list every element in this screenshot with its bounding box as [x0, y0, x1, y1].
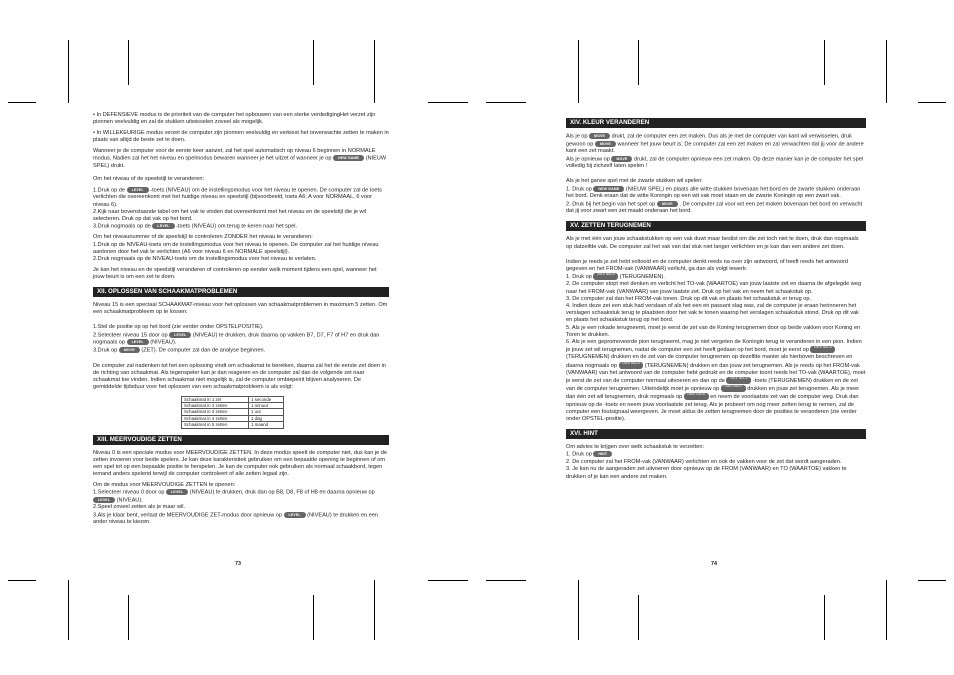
- multi-title: Om de modus voor MEERVOUDIGE ZETTEN te openen:: [93, 481, 236, 488]
- level-button-icon: LEVEL: [93, 497, 115, 503]
- left-page: [93, 112, 389, 530]
- multi-step-1: 1.Selecteer niveau 0 door op LEVEL (NIVEAU) te drukken, druk dan op B8, D8, F8 of H8 en daarna opnieuw op LEVEL (NIVEAU).: [93, 489, 375, 504]
- crop-mark: [918, 580, 946, 581]
- crop-mark: [8, 102, 36, 103]
- takeback-step-4: 4. Indien deze zet een stuk had verslaan of als het een en passant slag was, zal de computer je eraan herinneren het verslagen schaakstuk terug te plaatsten door het vak te tonen waarop het verslagen schaakstuk stond. Druk op dit vak en plaats het schaakstuk terug op het bord.: [566, 303, 859, 324]
- crop-mark: [128, 595, 129, 640]
- black-title: Als je het ganse spel met de zwarte stukken wil spelen:: [566, 178, 703, 185]
- crop-mark: [8, 580, 36, 581]
- section-xii-intro: Niveau 15 is een speciaal SCHAAKMAT-niveau voor het oplossen van schaakmatproblemen in maximum 5 zetten. Om een schaakmatprobleem op te lossen:: [93, 302, 388, 316]
- bullet-defensive: • In DEFENSIEVE modus is de prioriteit van de computer het opbouwen van een sterke verdedigingHet verzet zijn pionnen veelvuldig en zal de stukken uitwisselen zoveel als mogelijk.: [93, 112, 376, 126]
- crop-mark: [313, 595, 314, 640]
- crop-mark: [428, 580, 468, 581]
- takeback-step-2: 2. De computer stopt met denken en verlicht het TO-vak (WAARTOE) van jouw laatste zet en daarna de afgelegde weg naar het FROM-vak (VANWAAR) van jouw laatste zet. Druk op het vak en neem het schaakstuk op.: [566, 281, 862, 295]
- table-row: Schaakmat in 1 zet 1 seconde: [182, 396, 284, 402]
- normal-mode-text: Wanneer je de computer voor de eerste keer aanzet, zal het spel automatisch op niveau 6 beginnen in NORMALE modus. Nadien zal het het niveau en spelmodus bewaren wanneer je het uitzet of wanneer je op NEW GAME (NIEUW SPEL) drukt.: [93, 147, 387, 169]
- crop-mark: [68, 580, 69, 640]
- new-game-button-icon: NEW GAME: [593, 186, 624, 192]
- section-heading-xv: XV. ZETTEN TERUGNEMEN: [566, 221, 866, 231]
- check-end-text: Je kan het niveau en de speelstijl veranderen of controleren op eender welk moment tijdens een spel, wanneer het jouw beurt is om een zet te doen.: [93, 266, 377, 280]
- hint-step-3: 3. Je kan nu de aangeraden zet uitvoeren door opnieuw op de FROM (VANWAAR) en TO (WAARTOE) vakken te drukken of je kan een andere zet maken.: [566, 466, 847, 480]
- take-back-button-icon: TAKE BACK: [684, 393, 709, 400]
- takeback-text-1: Als je met één van jouw schaakstukken op een vak duwt maar beslist om die zet toch niet te doen, druk dan nogmaals op datzelfde vak. De computer zal het vak van dat stuk niet langer verlichten en je kan dan een andere zet doen.: [566, 236, 859, 250]
- mate-step-1: 1.Stel de positie op op het bord (zie verder onder OPSTELPOSITIE).: [93, 324, 264, 331]
- color-text-2: Als je opnieuw op MOVE drukt, zal de computer opnieuw een zet maken. Op deze manier kan je de computer het spel volledig bij zichzelf laten spelen !: [566, 156, 864, 170]
- level-button-icon: LEVEL: [152, 223, 174, 229]
- change-step-3: 3.Druk nogmaals op de LEVEL -toets (NIVEAU) om terug te keren naar het spel.: [93, 223, 298, 230]
- crop-mark: [68, 40, 69, 103]
- black-step-1: 1. Druk op NEW GAME (NIEUW SPEL) en plaats alle witte stukken bovenaan het bord en de zwarte stukken onderaan het bord. Denk eraan dat de witte Koningin op een wit vak moet staan en de zwarte Koningin op een zwart vak.: [566, 186, 861, 200]
- move-button-icon: MOVE: [611, 156, 632, 162]
- crop-mark: [824, 40, 825, 85]
- check-step-1: 1.Druk op de NIVEAU-toets om de instellingsmodus voor het niveau te openen. De computer zal het huidige niveau aantonen door het vak te verlichten (A6 voor niveau 6 en NORMALE speelstijl).: [93, 241, 379, 255]
- level-button-icon: LEVEL: [284, 512, 306, 518]
- crop-mark: [374, 40, 375, 103]
- crop-mark: [886, 580, 887, 640]
- right-page: [566, 118, 866, 484]
- level-button-icon: LEVEL: [127, 339, 149, 345]
- takeback-step-1: 1. Druk op TAKE BACK (TERUGNEMEN).: [566, 272, 665, 281]
- page-number-right: 74: [711, 561, 717, 567]
- hint-button-icon: HINT: [593, 451, 612, 457]
- hint-title: Om advies te krijgen over welk schaakstuk te verzetten:: [566, 444, 705, 451]
- multi-step-2: 2.Speel zoveel zetten als je maar wil.: [93, 504, 186, 511]
- take-back-button-icon: TAKE BACK: [593, 273, 618, 280]
- takeback-step-6: 6. Als je een gepromoveerde pion terugneemt, mag je niet vergeten de Koningin terug te veranderen in een pion. Indien je jouw zet wil terugnemen, nadat de computer een zet heeft gedaan op het bord, moet je eerst op TAKE BACK (TERUGNEMEN) drukken en de zet van de computer terugnemen op dezelfde manier als hierboven beschreven en daarna nogmaals op TAKE BACK (TERUGNEMEN) drukken en dan jouw zet terugnemen. Als je reeds op het FROM-vak (VANWAAR) van het antwoord van de computer hebt gedrukt en de computer toont reeds het TO-vak (WAARTOE), moet je eerst de zet van de computer normaal uitvoeren en dan op de TAKE BACK -toets (TERUGNEMEN) drukken en de zet van de computer terugnemen. Uiteindelijk moet je opnieuw op TAKE BACK drukken en jouw zet terugnemen. Als je meer dan één zet wil terugnemen, druk nogmaals op TAKE BACK en neem de voorlaatste zet van de computer weg. Druk dan opnieuw op de -toets en neem jouw voorlaatste zet terug. Als je probeert om nog meer zetten terug te nemen, zal de computer een foutsignaal weergeven. Je moet aldus de zetten terugnemen door de posities te veranderen (zie verder onder OPSTEL-positie).: [566, 339, 866, 423]
- change-step-2: 2.Kijk naar bovenstaande tabel om het vak te vinden dat overeenkomt met het niveau en de speelstijl die je wil selecteren. Druk op dat vak op het bord.: [93, 208, 367, 222]
- move-button-icon: MOVE: [657, 201, 678, 207]
- section-heading-xiv: XIV. KLEUR VERANDEREN: [566, 118, 866, 128]
- takeback-text-2: Indien je reeds je zet hebt voltooid en de computer denkt reeds na over zijn antwoord, of heeft reeds het antwoord gegeven en het FROM-vak (VANWAAR) verlicht, ga dan als volgt tewerk:: [566, 258, 849, 273]
- level-button-icon: LEVEL: [166, 489, 188, 495]
- takeback-step-5: 5. Als je een rokade terugneemt, moet je eerst de zet van de Koning terugnemen door op beide vakken voor Koning en Toren te drukken.: [566, 324, 861, 338]
- crop-mark: [886, 40, 887, 103]
- color-text-1: Als je op MOVE drukt, zal de computer een zet maken. Dus als je met de computer van kant wil verwisselen, druk gewoon op MOVE wanneer het jouw beurt is. De computer zal een zet maken en zal verwachten dat jij voor de andere kant een zet maakt.: [566, 133, 864, 155]
- crop-mark: [578, 580, 579, 640]
- takeback-step-3: 3. De computer zal dan het FROM-vak tonen. Druk op dit vak en plaats het schaakstuk er terug op.: [566, 295, 812, 302]
- crop-mark: [313, 40, 314, 85]
- mate-time-table: [181, 396, 284, 429]
- take-back-button-icon: TAKE BACK: [726, 377, 751, 384]
- hint-step-1: 1. Druk op HINT: [566, 451, 866, 459]
- crop-mark: [638, 595, 639, 640]
- section-xiii-intro: Niveau 0 is een speciale modus voor MEERVOUDIGE ZETTEN. In deze modus speelt de computer niet, dus kan je de zetten invoeren voor beide spelers. Je kan deze karakteristiek gebruiken om een bepaalde opening te beginnen of om een spel tot op een bepaalde positie te herspelen. Je kan de computer ook gebruiken als normaal schaakbord, tegen iemand anders spelend terwijl de computer controleert of alle zetten legaal zijn.: [93, 449, 388, 478]
- table-row: Schaakmat in 4 zetten 1 dag: [182, 415, 284, 421]
- hint-step-2: 2. De computer zal het FROM-vak (VANWAAR) verlichten en ook de vakken voor de zet dat wordt aangeraden.: [566, 459, 842, 466]
- bullet-random: • In WILLEKEURIGE modus verzet de computer zijn pionnen veelvuldig en verkiest het onverwachte zetten te maken in plaats van altijd de beste zet te doen.: [93, 129, 389, 144]
- mate-step-2: 2.Selecteer niveau 15 door op LEVEL (NIVEAU) te drukken, druk daarna op vakken B7, D7, F7 of H7 en druk dan nogmaals op LEVEL (NIVEAU).: [93, 332, 380, 346]
- section-heading-xiii: XIII. MEERVOUDIGE ZETTEN: [93, 435, 389, 445]
- table-row: Schaakmat in 5 zetten 1 maand: [182, 422, 284, 428]
- crop-mark: [486, 580, 526, 581]
- crop-mark: [486, 102, 526, 103]
- check-level-title: Om het niveaunummer of de speelstijl te controleren ZONDER het niveau te veranderen:: [93, 234, 313, 241]
- crop-mark: [918, 102, 946, 103]
- mate-step-3: 3.Druk op MOVE (ZET). De computer zal dan de analyse beginnen.: [93, 347, 266, 354]
- crop-mark: [128, 40, 129, 85]
- check-step-2: 2.Druk nogmaals op de NIVEAU-toets om de instellingsmodus voor het niveau te verlaten.: [93, 255, 317, 262]
- new-game-button-icon: NEW GAME: [333, 155, 364, 161]
- level-button-icon: LEVEL: [127, 187, 149, 193]
- table-row: Schaakmat in 2 zetten 1 minuut: [182, 402, 284, 408]
- table-row: Schaakmat in 3 zetten 1 uur: [182, 409, 284, 415]
- multi-step-3: 3.Als je klaar bent, verlaat de MEERVOUDIGE ZET-modus door opnieuw op LEVEL (NIVEAU) te drukken en een ander niveau te kiezen.: [93, 512, 379, 526]
- mate-end-text: De computer zal nadenken tot het een oplossing vindt om schaakmat te bereiken, daarna zal het de eerste zet doen in de richting van schaakmat. Als tegenspeler kan je dan reageren en de computer zal dan de volgende zet naar schaakmat toe vinden. Indien schaakmat niet mogelijk is, zal de computer ombiepeirit blijven analyseren. De gemiddelde tijdsduur voor het oplossen van een schaakmatprobleem is als volgt:: [93, 362, 386, 391]
- move-button-icon: MOVE: [589, 133, 610, 139]
- crop-mark: [824, 595, 825, 640]
- level-button-icon: LEVEL: [169, 332, 191, 338]
- change-level-title: Om het niveau of de speelstijl te veranderen:: [93, 175, 205, 182]
- change-step-1: 1.Druk op de LEVEL -toets (NIVEAU) om de instellingsmodus voor het niveau te openen. De computer zal de toets verlichten die overeenkomt met het huidige niveau en speelstijl (bijvoorbeeld, toets A6: A voor NORMAAL, 6 voor niveau 6).: [93, 187, 382, 208]
- section-heading-xvi: XVI. HINT: [566, 429, 866, 439]
- section-heading-xii: XII. OPLOSSEN VAN SCHAAKMATPROBLEMEN: [93, 287, 389, 297]
- take-back-button-icon: TAKE BACK: [721, 385, 746, 392]
- move-button-icon: MOVE: [595, 141, 616, 147]
- crop-mark: [374, 580, 375, 640]
- black-step-2: 2. Druk bij het begin van het spel op MOVE . De computer zal voor wit een zet maken bovenaan het bord en verwacht dat jij voor zwart een zet maakt onderaan het bord.: [566, 201, 863, 215]
- crop-mark: [638, 40, 639, 85]
- crop-mark: [578, 40, 579, 103]
- crop-mark: [428, 102, 468, 103]
- page-number-left: 73: [235, 561, 241, 567]
- take-back-button-icon: TAKE BACK: [810, 346, 835, 353]
- move-button-icon: MOVE: [119, 347, 140, 353]
- take-back-button-icon: TAKE BACK: [619, 362, 644, 369]
